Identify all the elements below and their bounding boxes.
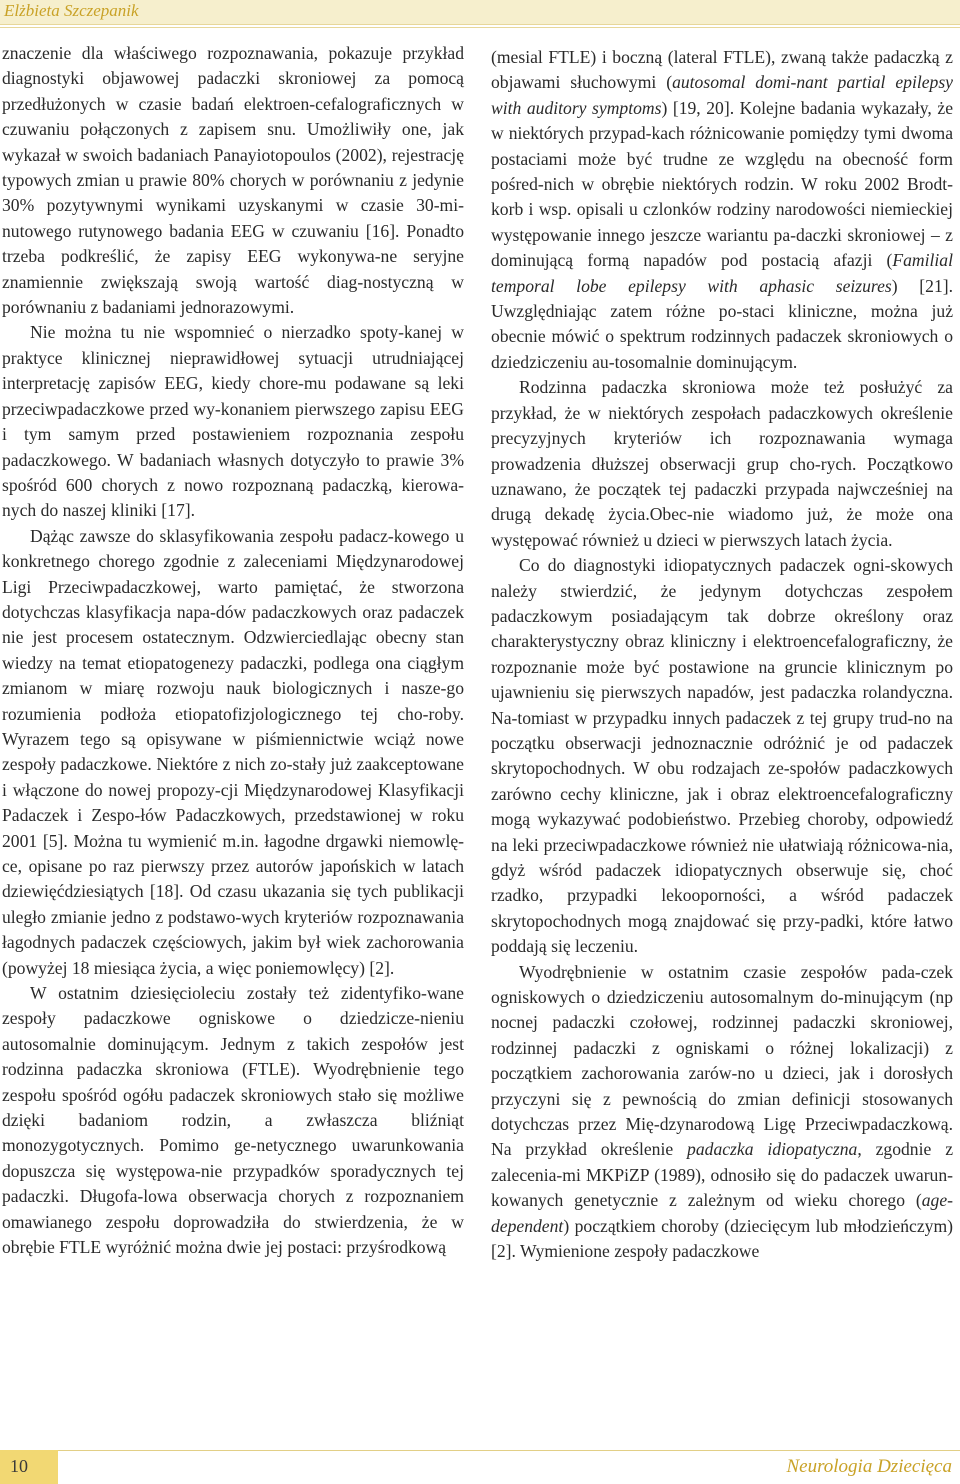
text-run: , zgodnie z zalecenia-mi MKPiZP (1989), odnosiło się do padaczek uwarun-kowanych genetycznie z zależnym od wieku chorego ( — [491, 1139, 953, 1211]
italic-term: autosomal domi-nant partial epilepsy with auditory symptoms — [491, 72, 953, 118]
journal-name: Neurologia Dziecięca — [786, 1456, 952, 1477]
italic-term: padaczka idiopatyczna — [687, 1139, 858, 1160]
paragraph: znaczenie dla właściwego rozpoznawania, pokazuje przykład diagnostyki objawowej padaczki skroniowej za pomocą przedłużonych w czasie badań elektroen-cefalograficznych w czuwaniu połączonych z zapisem snu. Umożliwiły one, jak wykazał w swoich badaniach Panayiotopoulos (2002), rejestrację typowych zmian u prawie 80% chorych w porównaniu z jedynie 30% pozytywnymi wynikami uzyskanymi w czasie 30-mi-nutowego rutynowego badania EEG w czuwaniu [16]. Ponadto trzeba podkreślić, że zapisy EEG wykonywa-ne seryjne znamiennie zwiększają swoją wartość diag-nostyczną w porównaniu z badaniami jednorazowymi. — [2, 43, 464, 318]
paragraph: Dążąc zawsze do sklasyfikowania zespołu padacz-kowego u konkretnego chorego zgodnie z zaleceniami Międzynarodowej Ligi Przeciwpadaczkowej, warto pamiętać, że stworzona dotychczas klasyfikacja napa-dów padaczkowych oraz padaczek nie jest procesem ostatecznym. Odzwierciedlając obecny stan wiedzy na temat etiopatogenezy padaczki, podlega ona ciągłym zmianom w miarę rozwoju nauk biologicznych i nasze-go rozumienia podłoża etiopatofizjologicznego tej cho-roby. Wyrazem tego są opisywane w piśmiennictwie wciąż nowe zespoły padaczkowe. Niektóre z nich zo-stały już zaakceptowane i włączone do nowej propozy-cji Międzynarodowej Klasyfikacji Padaczek i Zespo-łów Padaczkowych, przedstawionej w roku 2001 [5]. Można tu wymienić m.in. łagodne drgawki niemowlę-ce, opisane po raz pierwszy przez autorów japońskich w latach dziewięćdziesiątych [18]. Od czasu ukazania się tych publikacji uległo zmianie jedno z podstawo-wych kryteriów rozpoznawania łagodnych padaczek częściowych, jakim był wiek zachorowania (powyżej 18 miesiąca życia, a więc poniemowlęcy) [2]. — [2, 525, 464, 978]
page-number-box — [0, 1450, 58, 1484]
text-run: ) [21]. Uwzględniając zatem różne po-staci kliniczne, można już obecnie mówić o spektrum rodzinnych padaczek skroniowych o dziedziczeniu au-tosomalnie dominującym. — [491, 275, 953, 372]
text-run: (mesial FTLE) i boczną (lateral FTLE), zwaną także padaczką z objawami słuchowymi ( — [491, 47, 953, 93]
header-rule — [0, 24, 960, 28]
right-column — [491, 45, 953, 1265]
page-number: 10 — [10, 1456, 28, 1476]
page-footer — [0, 1450, 960, 1484]
paragraph — [491, 960, 953, 1265]
paragraph — [491, 45, 953, 375]
text-run: ) początkiem choroby (dziecięcym lub młodzieńczym) [2]. Wymienione zespoły padaczkowe — [491, 1215, 953, 1262]
text-run: ) [19, 20]. Kolejne badania wykazały, że w niektórych przypad-kach różnicowanie pomiędzy tymi dwoma postaciami może być trudne ze względu na obecność form pośred-nich w obrębie niektórych rodzin. W roku 2002 Brodt-korb i wsp. opisali u czlonków rodziny narodowości niemieckiej występowanie innego jeszcze wariantu pa-daczki skroniowej – z dominującą formą napadów pod postacią afazji ( — [491, 97, 953, 271]
italic-term: Familial temporal lobe epilepsy with aphasic seizures — [491, 250, 953, 296]
header-author: Elżbieta Szczepanik — [4, 1, 139, 20]
paragraph: Rodzinna padaczka skroniowa może też posłużyć za przykład, że w niektórych zespołach padaczkowych określenie precyzyjnych kryteriów ich rozpoznawania wymaga prowadzenia dłuższej obserwacji grup cho-rych. Początkowo uznawano, że początek tej padaczki przypada najwcześniej na drugą dekadę życia.Obec-nie wiadomo już, że może ona występować również u dzieci w pierwszych latach życia. — [491, 377, 953, 550]
italic-term: age-dependent — [491, 1190, 953, 1236]
paragraph: W ostatnim dziesięcioleciu zostały też zidentyfiko-wane zespoły padaczkowe ogniskowe o dziedzicze-nieniu autosomalnie dominującym. Jednym z takich zespołów jest rodzinna padaczka skroniowa (FTLE). Wyodrębnienie tego zespołu spośród ogółu padaczek skroniowych stało się możliwe dzięki badaniom rodzin, a zwłaszcza bliźniąt monozygotycznych. Pomimo ge-netycznego uwarunkowania dopuszcza się występowa-nie przypadków sporadycznych tej padaczki. Długofa-lowa obserwacja chorych z rozpoznaniem omawianego zespołu doprowadziła do stwierdzenia, że w obrębie FTLE wyróżnić można dwie jej postaci: przyśrodkową — [2, 983, 464, 1258]
text-run: Wyodrębnienie w ostatnim czasie zespołów pada-czek ogniskowych o dziedziczeniu autosomalnym do-minującym (np nocnej padaczki czołowej, rodzinnej padaczki skroniowej, rodzinnej padaczki z ogniskami o różnej lokalizacji) z początkiem zachorowania zarów-no u dzieci, jak i dorosłych przyczyni się z pewnością do zmian definicji stosowanych dotychczas przez Mię-dzynarodową Ligę Przeciwpadaczkową. Na przykład określenie — [491, 961, 953, 1160]
paragraph: Nie można tu nie wspomnieć o nierzadko spoty-kanej w praktyce klinicznej nieprawidłowej sytuacji utrudniającej interpretację zapisów EEG, kiedy chore-mu podawane są leki przeciwpadaczkowe przed wy-konaniem pierwszego zapisu EEG i tym samym przed postawieniem rozpoznania zespołu padaczkowego. W badaniach własnych dotyczyło to prawie 3% spośród 600 chorych z nowo rozpoznaną padaczką, kierowa-nych do naszej kliniki [17]. — [2, 322, 464, 521]
running-header — [0, 0, 960, 24]
footer-rule — [58, 1450, 960, 1451]
paragraph: Co do diagnostyki idiopatycznych padaczek ogni-skowych należy stwierdzić, że jedynym dotychczas zespołem padaczkowym posiadającym tak dobrze określony oraz charakterystyczny obraz kliniczny i elektroencefalograficzny, że rozpoznanie może być postawione na gruncie klinicznym po ujawnieniu się pierwszych napadów, jest padaczka rolandyczna. Na-tomiast w przypadku innych padaczek z tej grupy trud-no na początku obserwacji jednoznacznie odróżnić je od padaczek skrytopochodnych. W obu rodzajach ze-społów padaczkowych zarówno cechy kliniczne, jak i obraz elektroencefalograficzny mogą wykazywać podobieństwo. Przebieg choroby, odpowiedź na leki przeciwpadaczkowe również nie ułatwiają różnicowa-nia, gdyż wśród padaczek idiopatycznych obserwuje się, choć rzadko, przypadki lekooporności, a wśród padaczek skrytopochodnych mogą znajdować się przy-padki, które łatwo poddają się leczeniu. — [491, 555, 953, 957]
left-column — [2, 41, 464, 1261]
